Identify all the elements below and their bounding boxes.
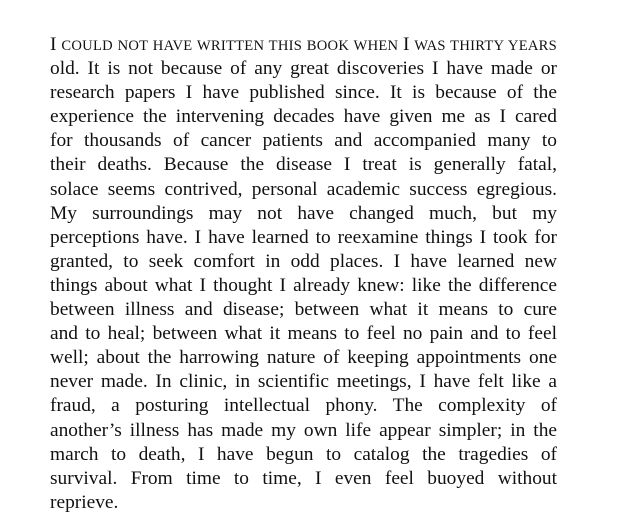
text-line: survival. From time to time, I even feel buoyed without [50, 467, 557, 489]
text-line: granted, to seek comfort in odd places. I have learned new [50, 250, 557, 272]
text-line: fraud, a posturing intellectual phony. The complexity of [50, 395, 557, 417]
book-page [50, 33, 557, 515]
text-line: old. It is not because of any great discoveries I have made or [50, 58, 557, 80]
text-line: for thousands of cancer patients and accompanied many to [50, 130, 557, 152]
text-line: never made. In clinic, in scientific meetings, I have felt like a [50, 371, 557, 393]
opening-small-caps-continued: WAS THIRTY YEARS [414, 38, 557, 54]
opening-capital: I [50, 34, 57, 55]
text-line: between illness and disease; between what it means to cure [50, 299, 557, 321]
text-line: solace seems contrived, personal academic success egregious. [50, 178, 557, 200]
opening-capital-pronoun: I [403, 34, 410, 55]
opening-line [50, 33, 557, 57]
text-line: well; about the harrowing nature of keeping appointments one [50, 347, 557, 369]
text-line: research papers I have published since. It is because of the [50, 82, 557, 104]
text-line: things about what I thought I already knew: like the difference [50, 274, 557, 296]
text-line: My surroundings may not have changed much, but my [50, 202, 557, 224]
text-line-final: reprieve. [50, 491, 119, 513]
opening-small-caps: COULD NOT HAVE WRITTEN THIS BOOK WHEN [61, 38, 399, 54]
text-line: perceptions have. I have learned to reexamine things I took for [50, 226, 557, 248]
text-line: march to death, I have begun to catalog the tragedies of [50, 443, 557, 465]
text-line: experience the intervening decades have given me as I cared [50, 106, 557, 128]
text-line: their deaths. Because the disease I treat is generally fatal, [50, 154, 557, 176]
text-line: and to heal; between what it means to feel no pain and to feel [50, 323, 557, 345]
text-line: another’s illness has made my own life appear simpler; in the [50, 419, 557, 441]
